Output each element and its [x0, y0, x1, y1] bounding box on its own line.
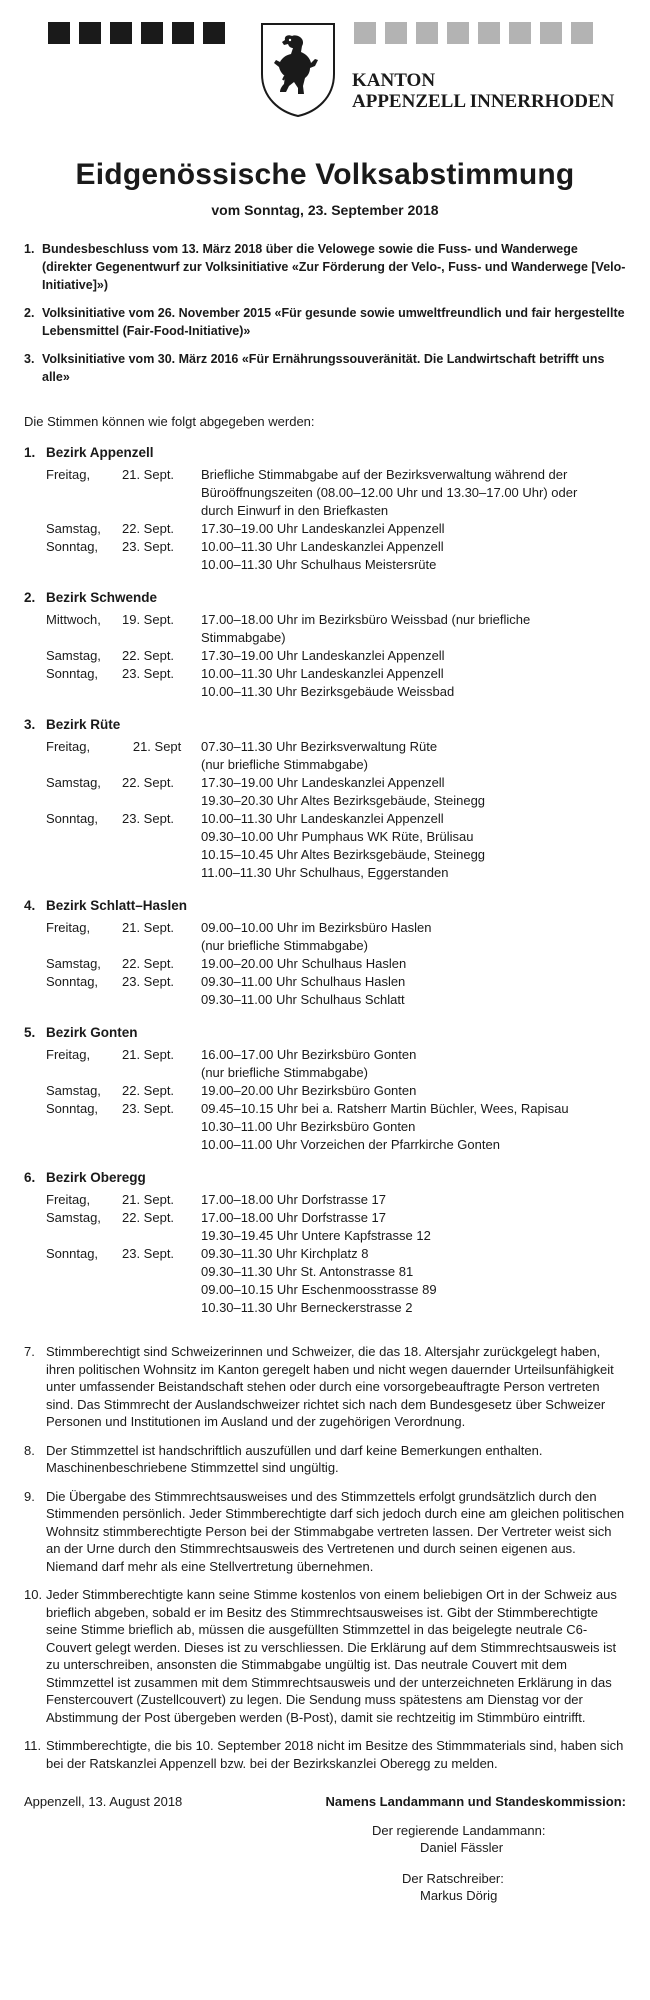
schedule-entries [201, 1046, 626, 1082]
ballot-item [24, 240, 626, 294]
schedule-entries [201, 1245, 626, 1317]
ballot-item-text: Volksinitiative vom 30. März 2016 «Für Ernährungssouveränität. Die Landwirtschaft betrifft uns alle» [42, 352, 605, 384]
ballot-item [24, 304, 626, 340]
schedule-date: 21. Sept. [122, 920, 175, 935]
schedule [24, 611, 626, 701]
schedule-date: 23. Sept. [122, 811, 175, 826]
schedule-date: 22. Sept. [122, 521, 175, 536]
district-title [24, 1170, 626, 1185]
signature-role: Der regierende Landammann: [372, 1823, 546, 1838]
schedule-entries [201, 1191, 626, 1209]
schedule-day: Mittwoch, [46, 612, 101, 627]
schedule-day: Sonntag, [46, 811, 99, 826]
schedule-entries [201, 520, 626, 538]
schedule-entry: 07.30–11.30 Uhr Bezirksverwaltung Rüte [201, 739, 438, 754]
schedule-entry: 10.00–11.30 Uhr Landeskanzlei Appenzell [201, 539, 444, 554]
schedule-entry: 17.30–19.00 Uhr Landeskanzlei Appenzell [201, 521, 445, 536]
schedule-date: 22. Sept. [122, 1210, 175, 1225]
grey-squares-decoration [354, 22, 593, 44]
kanton-name [352, 70, 614, 112]
schedule-day: Samstag, [46, 1210, 101, 1225]
schedule [24, 738, 626, 882]
schedule-date: 23. Sept. [122, 1101, 175, 1116]
schedule-day: Sonntag, [46, 539, 99, 554]
district-name: Bezirk Rüte [46, 717, 121, 732]
schedule-row [24, 538, 626, 574]
district-name: Bezirk Schwende [46, 590, 158, 605]
district-block [24, 717, 626, 882]
schedule-entries [201, 810, 626, 882]
schedule-entries [201, 647, 626, 665]
schedule-entry: 17.00–18.00 Uhr Dorfstrasse 17 [201, 1192, 386, 1207]
schedule-entry: Stimmabgabe) [201, 630, 286, 645]
district-block [24, 898, 626, 1009]
district-number: 3. [24, 717, 36, 732]
schedule-entries [201, 538, 626, 574]
schedule-entry: 11.00–11.30 Uhr Schulhaus, Eggerstanden [201, 865, 449, 880]
schedule-entry: 09.30–11.30 Uhr St. Antonstrasse 81 [201, 1264, 414, 1279]
ballot-item-number: 2. [24, 306, 35, 320]
schedule-entries [201, 1100, 626, 1154]
schedule [24, 1046, 626, 1154]
schedule-entry: 09.30–11.00 Uhr Schulhaus Haslen [201, 974, 406, 989]
note-number: 10. [24, 1587, 43, 1602]
schedule-row [24, 611, 626, 647]
schedule-day: Samstag, [46, 775, 101, 790]
note-item [24, 1442, 626, 1477]
schedule-entry: 17.30–19.00 Uhr Landeskanzlei Appenzell [201, 775, 445, 790]
schedule-entry: 10.00–11.30 Uhr Landeskanzlei Appenzell [201, 666, 444, 681]
schedule-entries [201, 774, 626, 810]
district-name: Bezirk Gonten [46, 1025, 138, 1040]
schedule [24, 919, 626, 1009]
note-number: 9. [24, 1488, 35, 1504]
schedule-day: Sonntag, [46, 1101, 99, 1116]
schedule-entry: 09.00–10.00 Uhr im Bezirksbüro Haslen [201, 920, 432, 935]
schedule-entry: Briefliche Stimmabgabe auf der Bezirksverwaltung während der [201, 467, 568, 482]
district-block [24, 445, 626, 574]
schedule-date: 22. Sept. [122, 956, 175, 971]
schedule-entry: 10.15–10.45 Uhr Altes Bezirksgebäude, Steinegg [201, 847, 486, 862]
district-number: 5. [24, 1025, 36, 1040]
schedule-day: Freitag, [46, 1047, 91, 1062]
schedule-row [24, 1100, 626, 1154]
schedule-row [24, 647, 626, 665]
schedule-row [24, 1191, 626, 1209]
signature-name: Markus Dörig [420, 1888, 498, 1903]
schedule-entry: 10.00–11.30 Uhr Landeskanzlei Appenzell [201, 811, 444, 826]
district-number: 2. [24, 590, 36, 605]
schedule-day: Samstag, [46, 648, 101, 663]
schedule-row [24, 466, 626, 520]
note-number: 7. [24, 1344, 35, 1359]
schedule [24, 466, 626, 574]
district-block [24, 590, 626, 701]
district-block [24, 1170, 626, 1317]
schedule-entries [201, 1082, 626, 1100]
lead-text: Die Stimmen können wie folgt abgegeben werden: [24, 414, 315, 429]
schedule-day: Freitag, [46, 1192, 91, 1207]
district-title [24, 445, 626, 460]
note-text: Stimmberechtigt sind Schweizerinnen und Schweizer, die das 18. Altersjahr zurückgelegt haben, ihren politischen Wohnsitz im Kanton geregelt haben und nicht wegen dauernder Urteilsunfähigkeit unter umfassender Beistandschaft stehen oder durch eine vorsorgebeauftragte Person vertreten sind. Das Stimmrecht der Auslandschweizer richtet sich nach dem Bundesgesetz über Schweizer Personen und Institutionen im Ausland und der zugehörigen Verordnung. [46, 1344, 614, 1429]
schedule-entries [201, 973, 626, 1009]
schedule-entry: 09.30–11.30 Uhr Kirchplatz 8 [201, 1246, 369, 1261]
district-number: 4. [24, 898, 36, 913]
schedule-date: 21. Sept. [122, 1192, 175, 1207]
schedule-day: Freitag, [46, 920, 91, 935]
schedule-entry: 09.45–10.15 Uhr bei a. Ratsherr Martin Büchler, Wees, Rapisau [201, 1101, 569, 1116]
note-item [24, 1488, 626, 1576]
district-name: Bezirk Appenzell [46, 445, 154, 460]
schedule-day: Sonntag, [46, 666, 99, 681]
schedule-date: 21. Sept. [122, 1047, 175, 1062]
schedule-date: 22. Sept. [122, 775, 175, 790]
schedule-date: 23. Sept. [122, 1246, 175, 1261]
schedule-row [24, 1209, 626, 1245]
schedule-row [24, 1046, 626, 1082]
kanton-line-2: APPENZELL INNERRHODEN [352, 91, 615, 112]
footer [24, 1794, 626, 1914]
notes-section [24, 1343, 626, 1772]
district-title [24, 590, 626, 605]
on-behalf-line: Namens Landammann und Standeskommission: [325, 1794, 626, 1809]
note-text: Jeder Stimmberechtigte kann seine Stimme kostenlos von einem beliebigen Ort in der Schweiz aus brieflich abgeben, sobald er im Besitz des Stimmrechtsausweises ist. Gibt der Stimmberechtigte seine Stimme brieflich ab, müssen die ausgefüllten Stimmzettel in das beigelegte neutrale C6-Couvert gelegt werden. Dieses ist zu verschliessen. Die Erklärung auf dem Stimmrechtsausweis ist zu unterschreiben, ansonsten die Stimmabgabe ungültig ist. Das neutrale Couvert mit dem Stimmzettel ist zusammen mit dem Stimmrechtsausweis und der unterzeichneten Erklärung in das Fenstercouvert (Zustellcouvert) zu legen. Die Sendung muss spätestens am Dienstag vor der Abstimmung der Post übergeben werden (B-Post), damit sie rechtzeitig im Stimmbüro eintrifft. [46, 1587, 617, 1725]
schedule-date: 23. Sept. [122, 666, 175, 681]
district-block [24, 1025, 626, 1154]
note-number: 8. [24, 1442, 35, 1458]
schedule-entry: 19.30–19.45 Uhr Untere Kapfstrasse 12 [201, 1228, 431, 1243]
header [24, 0, 626, 120]
schedule-entries [201, 955, 626, 973]
districts-section [24, 445, 626, 1317]
schedule-entry: Büroöffnungszeiten (08.00–12.00 Uhr und 13.30–17.00 Uhr) oder [201, 485, 578, 500]
schedule-entry: 19.00–20.00 Uhr Schulhaus Haslen [201, 956, 407, 971]
kanton-line-1: KANTON [352, 70, 436, 91]
schedule-entry: (nur briefliche Stimmabgabe) [201, 1065, 368, 1080]
schedule-date: 23. Sept. [122, 974, 175, 989]
schedule-date: 23. Sept. [122, 539, 175, 554]
note-number: 11. [24, 1738, 42, 1753]
schedule-row [24, 1082, 626, 1100]
schedule-date: 19. Sept. [122, 612, 175, 627]
ballot-item-number: 3. [24, 352, 35, 366]
place-date: Appenzell, 13. August 2018 [24, 1794, 183, 1809]
schedule-date: 22. Sept. [122, 1083, 175, 1098]
ballot-item-text: Bundesbeschluss vom 13. März 2018 über die Velowege sowie die Fuss- und Wanderwege (direkter Gegenentwurf zur Volksinitiative «Zur Förderung der Velo-, Fuss- und Wanderwege [Velo-Initiative]») [42, 242, 626, 292]
schedule-entry: 10.30–11.30 Uhr Berneckerstrasse 2 [201, 1300, 413, 1315]
district-number: 6. [24, 1170, 36, 1185]
district-number: 1. [24, 445, 36, 460]
schedule-entries [201, 665, 626, 701]
schedule-row [24, 1245, 626, 1317]
schedule-day: Samstag, [46, 521, 101, 536]
schedule-date: 21. Sept [122, 739, 182, 754]
schedule-day: Sonntag, [46, 1246, 99, 1261]
ballot-item-text: Volksinitiative vom 26. November 2015 «Für gesunde sowie umweltfreundlich und fair hergestellte Lebensmittel (Fair-Food-Initiative)» [42, 306, 625, 338]
schedule-entries [201, 611, 626, 647]
note-text: Stimmberechtigte, die bis 10. September 2018 nicht im Besitze des Stimmmaterials sind, haben sich bei der Ratskanzlei Appenzell bzw. bei der Bezirkskanzlei Oberegg zu melden. [46, 1738, 624, 1771]
schedule-day: Samstag, [46, 956, 101, 971]
schedule-row [24, 738, 626, 774]
schedule-entry: 17.00–18.00 Uhr Dorfstrasse 17 [201, 1210, 386, 1225]
schedule-entry: 19.00–20.00 Uhr Bezirksbüro Gonten [201, 1083, 417, 1098]
schedule-entry: 16.00–17.00 Uhr Bezirksbüro Gonten [201, 1047, 417, 1062]
ballot-item [24, 350, 626, 386]
district-title [24, 1025, 626, 1040]
signature-role: Der Ratschreiber: [402, 1871, 504, 1886]
schedule-entries [201, 1209, 626, 1245]
schedule-entry: 09.00–10.15 Uhr Eschenmoosstrasse 89 [201, 1282, 437, 1297]
schedule-entry: 09.30–10.00 Uhr Pumphaus WK Rüte, Brülisau [201, 829, 474, 844]
district-name: Bezirk Oberegg [46, 1170, 146, 1185]
schedule-row [24, 520, 626, 538]
district-title [24, 898, 626, 913]
schedule-entries [201, 738, 626, 774]
schedule-row [24, 665, 626, 701]
schedule-row [24, 810, 626, 882]
schedule-row [24, 955, 626, 973]
schedule-entry: 09.30–11.00 Uhr Schulhaus Schlatt [201, 992, 405, 1007]
schedule-row [24, 973, 626, 1009]
schedule-entries [201, 466, 626, 520]
schedule-entry: 10.30–11.00 Uhr Bezirksbüro Gonten [201, 1119, 416, 1134]
schedule-day: Samstag, [46, 1083, 101, 1098]
schedule-entries [201, 919, 626, 955]
schedule-entry: 17.00–18.00 Uhr im Bezirksbüro Weissbad (nur briefliche [201, 612, 531, 627]
note-item [24, 1343, 626, 1431]
schedule-entry: 17.30–19.00 Uhr Landeskanzlei Appenzell [201, 648, 445, 663]
district-name: Bezirk Schlatt–Haslen [46, 898, 188, 913]
schedule-entry: 10.00–11.00 Uhr Vorzeichen der Pfarrkirche Gonten [201, 1137, 500, 1152]
ballot-items-list [24, 240, 626, 386]
district-title [24, 717, 626, 732]
signature-landammann [372, 1822, 545, 1856]
schedule-date: 22. Sept. [122, 648, 175, 663]
ballot-item-number: 1. [24, 242, 35, 256]
page-title: Eidgenössische Volksabstimmung [75, 158, 575, 191]
note-item [24, 1737, 626, 1772]
schedule-date: 21. Sept. [122, 467, 175, 482]
bear-crest-icon [258, 22, 338, 118]
schedule-day: Freitag, [46, 467, 91, 482]
schedule [24, 1191, 626, 1317]
schedule-entry: 10.00–11.30 Uhr Schulhaus Meistersrüte [201, 557, 437, 572]
signature-name: Daniel Fässler [420, 1840, 504, 1855]
page-subtitle: vom Sonntag, 23. September 2018 [211, 202, 439, 218]
schedule-row [24, 919, 626, 955]
schedule-row [24, 774, 626, 810]
note-text: Die Übergabe des Stimmrechtsausweises und des Stimmzettels erfolgt grundsätzlich durch den Stimmenden persönlich. Jeder Stimmberechtigte darf sich jedoch durch eine am gleichen politischen Wohnsitz stimmberechtigte Person bei der Stimmabgabe vertreten lassen. Der Vertreter weist sich an der Urne durch den Stimmrechtsausweis des Vertretenen und durch seinen eigenen aus. Niemand darf mehr als eine Stellvertretung übernehmen. [46, 1488, 625, 1574]
schedule-entry: durch Einwurf in den Briefkasten [201, 503, 389, 518]
note-text: Der Stimmzettel ist handschriftlich auszufüllen und darf keine Bemerkungen enthalten. Maschinenbeschriebene Stimmzettel sind ungültig. [46, 1442, 543, 1475]
schedule-entry: (nur briefliche Stimmabgabe) [201, 757, 368, 772]
schedule-entry: (nur briefliche Stimmabgabe) [201, 938, 368, 953]
signature-ratschreiber [402, 1870, 504, 1904]
schedule-entry: 10.00–11.30 Uhr Bezirksgebäude Weissbad [201, 684, 455, 699]
schedule-day: Sonntag, [46, 974, 99, 989]
black-squares-decoration [48, 22, 225, 44]
schedule-day: Freitag, [46, 739, 91, 754]
note-item [24, 1586, 626, 1726]
schedule-entry: 19.30–20.30 Uhr Altes Bezirksgebäude, Steinegg [201, 793, 486, 808]
